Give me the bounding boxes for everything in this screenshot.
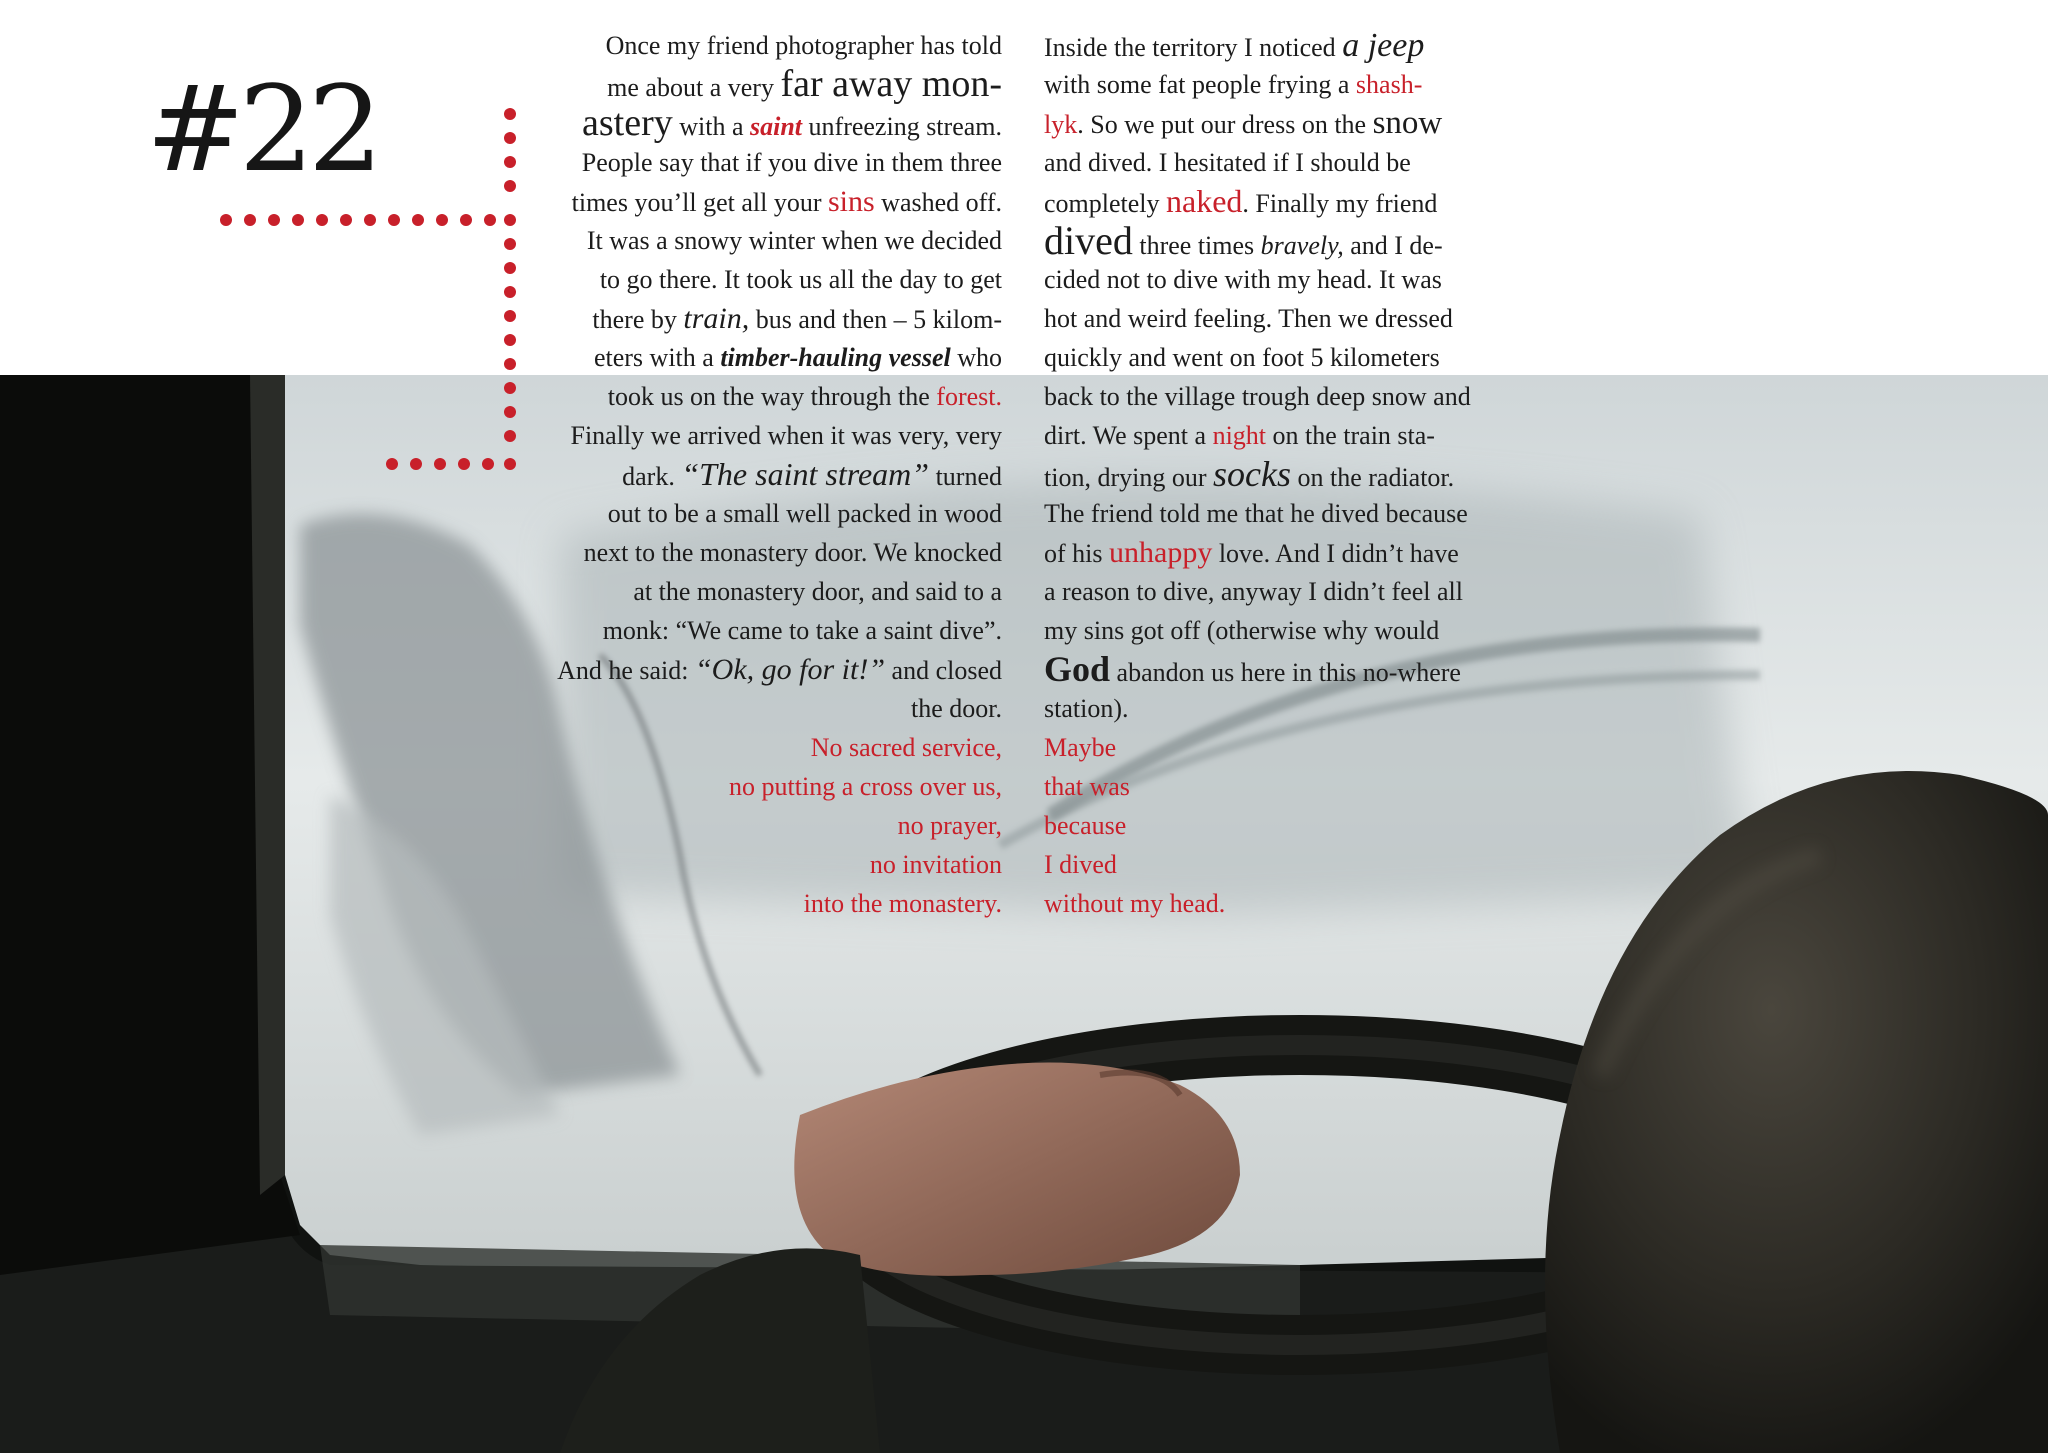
- text-line: out to be a small well packed in wood: [607, 499, 1002, 528]
- page-number: #22: [146, 60, 378, 198]
- text-line: station).: [1044, 694, 1129, 723]
- text-line-accent: no putting a cross over us,: [729, 772, 1002, 801]
- text-line-accent: Maybe: [1044, 733, 1117, 762]
- text-line: astery with a saint unfreezing stream.: [582, 102, 1002, 144]
- text-line: cided not to dive with my head. It was: [1044, 265, 1442, 294]
- text-line: my sins got off (otherwise why would: [1044, 616, 1440, 645]
- text-line: to go there. It took us all the day to get: [599, 265, 1002, 294]
- text-line: back to the village trough deep snow and: [1044, 382, 1471, 411]
- text-line: People say that if you dive in them three: [581, 148, 1002, 177]
- text-line: completely naked. Finally my friend: [1044, 183, 1438, 219]
- text-line: and dived. I hesitated if I should be: [1044, 148, 1411, 177]
- text-line: The friend told me that he dived because: [1044, 499, 1468, 528]
- text-line-accent: because: [1044, 811, 1127, 840]
- text-line: quickly and went on foot 5 kilometers: [1044, 343, 1440, 372]
- text-line-accent: no invitation: [869, 850, 1002, 879]
- story-column-right: [1044, 26, 1544, 923]
- story-column-left: [480, 26, 1002, 923]
- text-line: me about a very far away mon-: [607, 63, 1002, 105]
- text-line: tion, drying our socks on the radiator.: [1044, 454, 1455, 494]
- text-line: hot and weird feeling. Then we dressed: [1044, 304, 1453, 333]
- text-line: times you’ll get all your sins washed off.: [571, 185, 1002, 218]
- text-line-accent: No sacred service,: [810, 733, 1002, 762]
- text-line: Once my friend photographer has told: [605, 31, 1002, 60]
- text-line: there by train, bus and then – 5 kilom-: [592, 302, 1002, 335]
- text-line: dived three times bravely, and I de-: [1044, 218, 1443, 263]
- text-line: Inside the territory I noticed a jeep: [1044, 27, 1425, 64]
- text-line: And he said: “Ok, go for it!” and closed: [557, 653, 1002, 686]
- text-line: dirt. We spent a night on the train sta-: [1044, 421, 1435, 450]
- text-line: lyk. So we put our dress on the snow: [1044, 105, 1443, 141]
- text-line: eters with a timber-hauling vessel who: [593, 343, 1002, 372]
- text-line: monk: “We came to take a saint dive”.: [602, 616, 1002, 645]
- text-line: at the monastery door, and said to a: [633, 577, 1002, 606]
- text-line-accent: into the monastery.: [803, 889, 1002, 918]
- text-line: the door.: [911, 694, 1002, 723]
- text-line: took us on the way through the forest.: [607, 382, 1002, 411]
- text-line: It was a snowy winter when we decided: [586, 226, 1002, 255]
- text-line-accent: without my head.: [1044, 889, 1226, 918]
- text-line: next to the monastery door. We knocked: [583, 538, 1002, 567]
- windshield-photo-illustration: [0, 375, 2048, 1453]
- text-line: with some fat people frying a shash-: [1044, 70, 1423, 99]
- text-line-accent: I dived: [1044, 850, 1117, 879]
- text-line: God abandon us here in this no-where: [1044, 649, 1461, 689]
- text-line: dark. “The saint stream” turned: [622, 456, 1002, 492]
- text-line: a reason to dive, anyway I didn’t feel all: [1044, 577, 1463, 606]
- text-line-accent: that was: [1044, 772, 1130, 801]
- text-line: of his unhappy love. And I didn’t have: [1044, 536, 1459, 569]
- text-line: Finally we arrived when it was very, very: [570, 421, 1002, 450]
- windshield-photo: [0, 375, 2048, 1453]
- text-line-accent: no prayer,: [897, 811, 1002, 840]
